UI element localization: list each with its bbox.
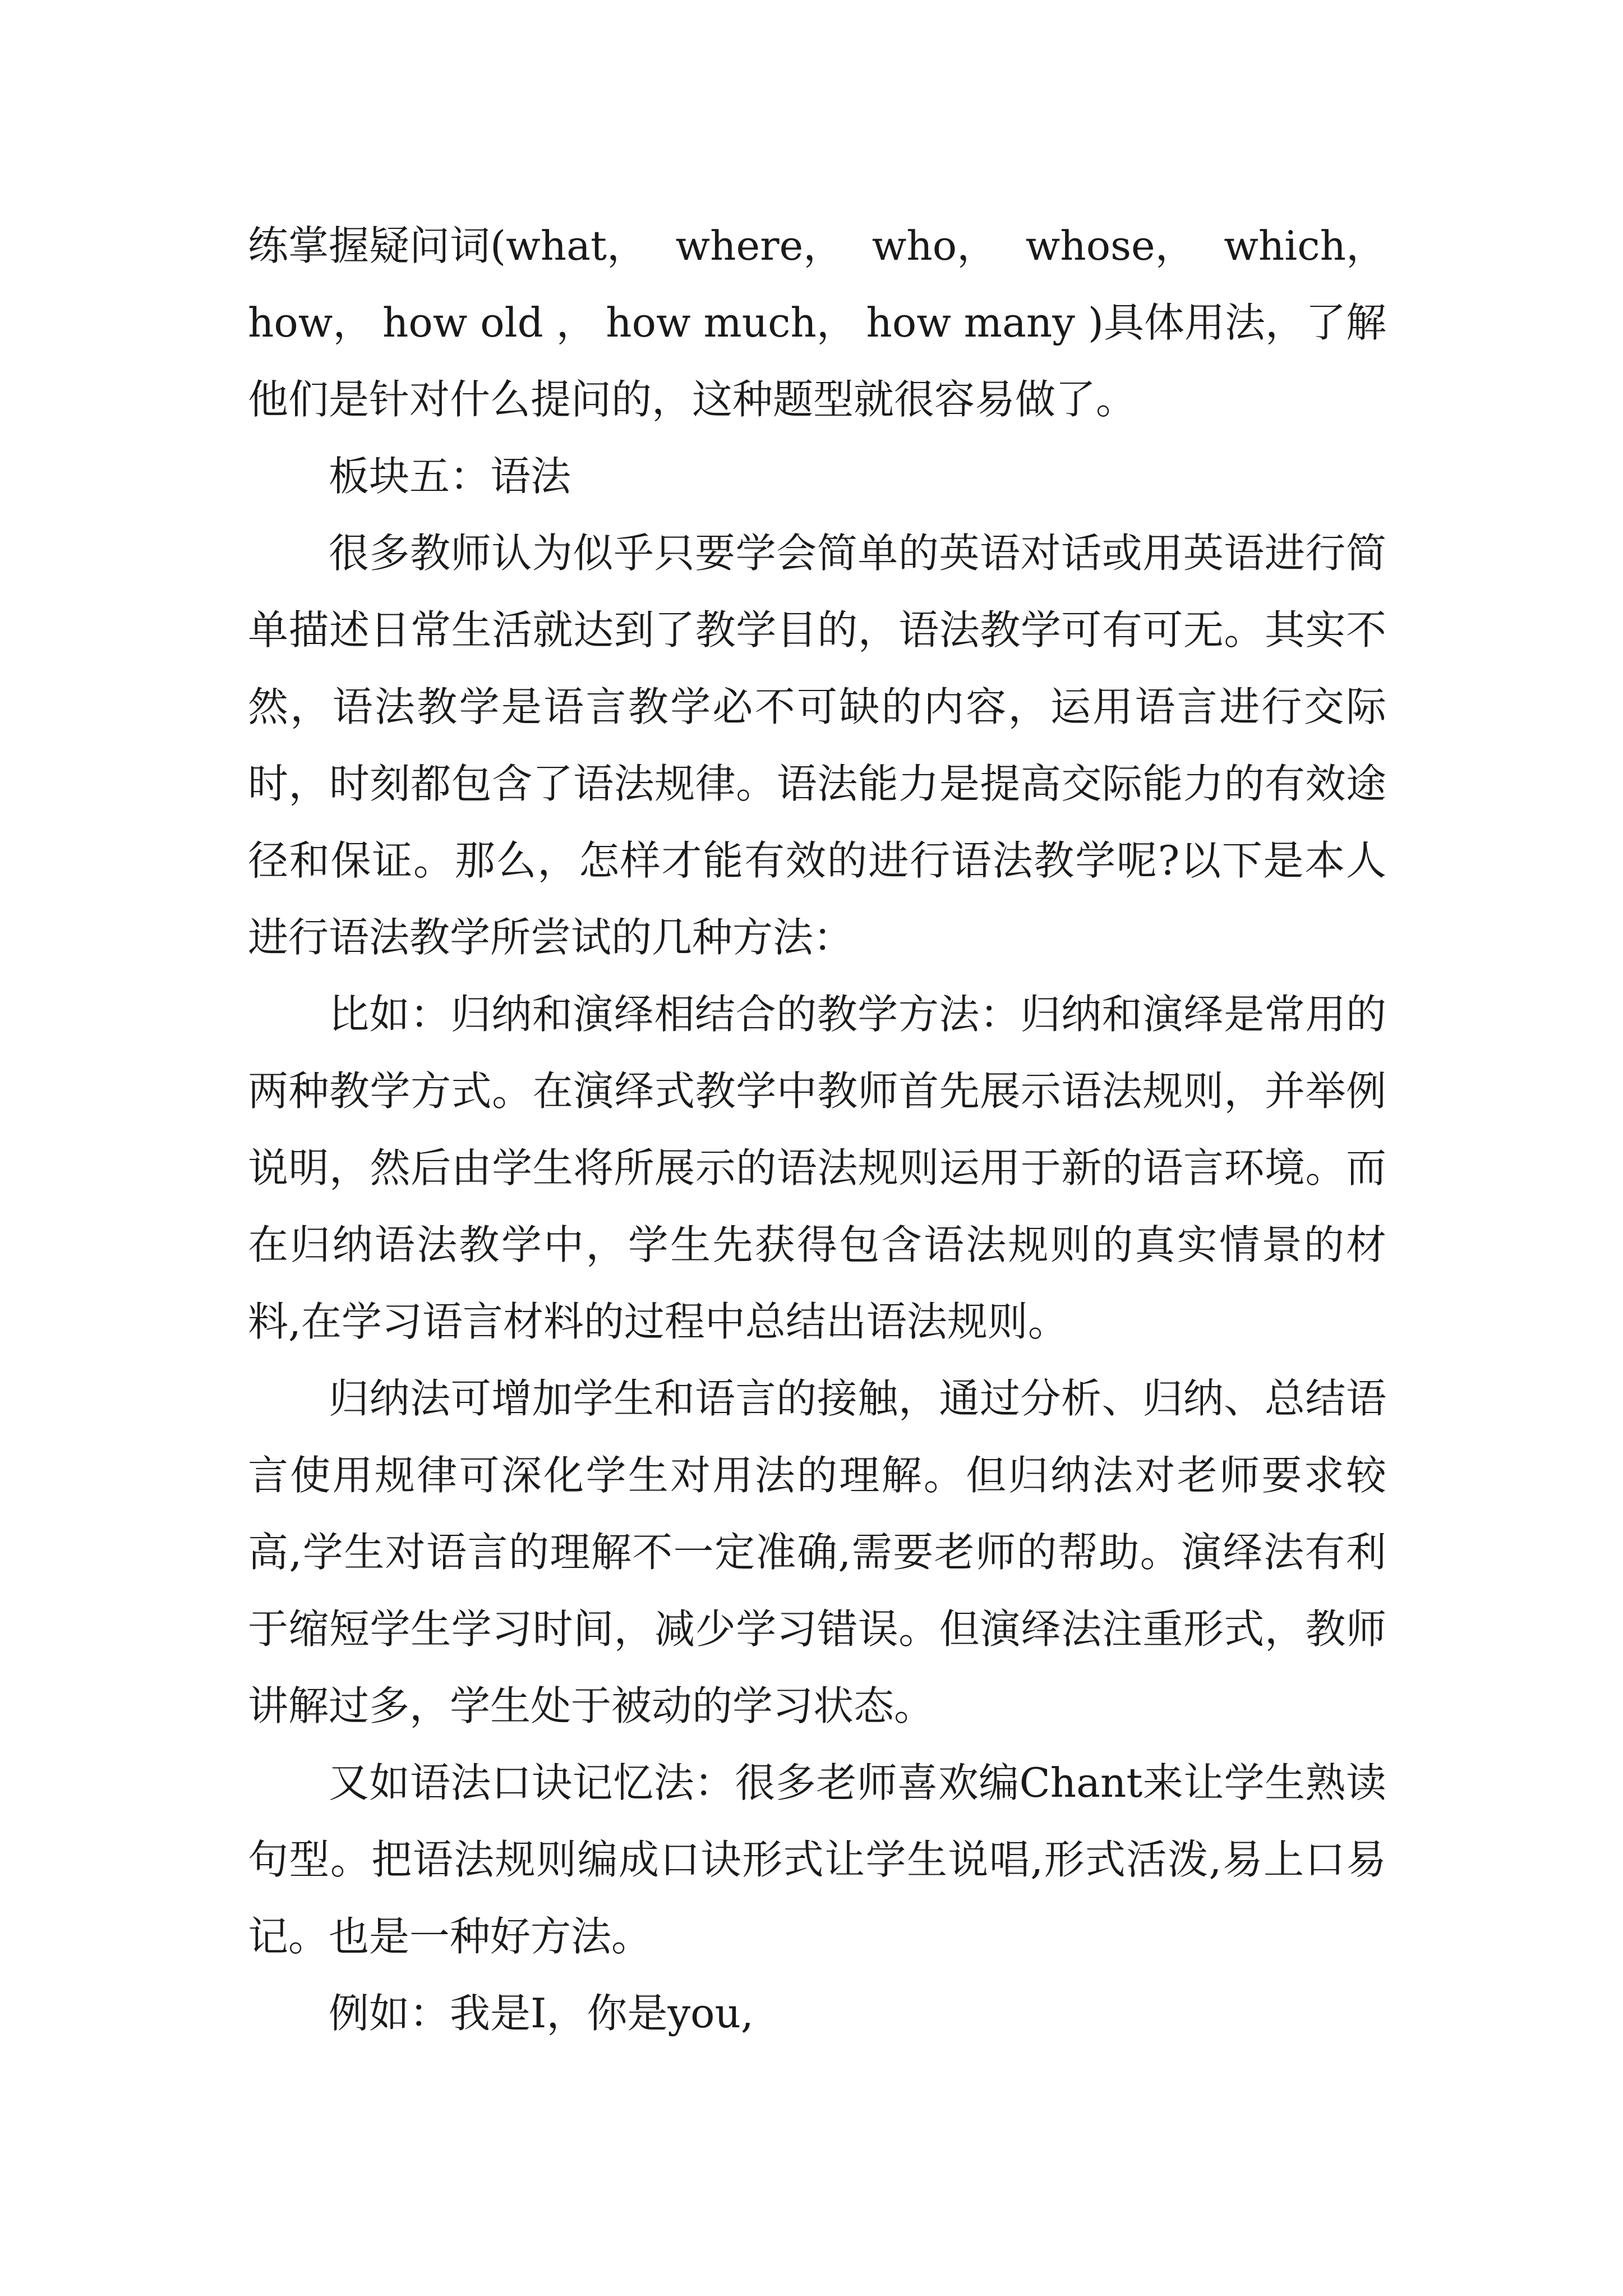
text-segment: how many )具体用法，了解 — [866, 299, 1386, 346]
question-words-line-1 — [248, 208, 1386, 284]
text-segment: how old ， — [382, 299, 597, 346]
text-segment: whose， — [1025, 222, 1196, 269]
text-segment: who， — [872, 222, 998, 269]
text-segment: how much， — [606, 299, 857, 346]
section-heading: 板块五：语法 — [329, 453, 571, 500]
paragraph-continuation: 他们是针对什么提问的，这种题型就很容易做了。 — [248, 376, 1137, 423]
text-segment: how， — [248, 299, 374, 346]
paragraph: 例如：我是I，你是you, — [329, 1990, 754, 2037]
text-segment: 练掌握疑问词(what， — [248, 222, 647, 269]
text-segment: which， — [1224, 222, 1386, 269]
paragraph: 很多教师认为似乎只要学会简单的英语对话或用英语进行简单描述日常生活就达到了教学目的，语法教学可有可无。其实不然，语法教学是语言教学必不可缺的内容，运用语言进行交际时，时刻都包含了语法规律。语法能力是提高交际能力的有效途径和保证。那么，怎样才能有效的进行语法教学呢?以下是本人进行语法教学所尝试的几种方法： — [248, 530, 1386, 961]
paragraph: 归纳法可增加学生和语言的接触，通过分析、归纳、总结语言使用规律可深化学生对用法的理解。但归纳法对老师要求较高,学生对语言的理解不一定准确,需要老师的帮助。演绎法有利于缩短学生学习时间，减少学习错误。但演绎法注重形式，教师讲解过多，学生处于被动的学习状态。 — [248, 1375, 1386, 1729]
text-segment: where， — [675, 222, 844, 269]
paragraph: 比如：归纳和演绎相结合的教学方法：归纳和演绎是常用的两种教学方式。在演绎式教学中教师首先展示语法规则，并举例说明，然后由学生将所展示的语法规则运用于新的语言环境。而在归纳语法教学中，学生先获得包含语法规则的真实情景的材料,在学习语言材料的过程中总结出语法规则。 — [248, 991, 1386, 1345]
question-words-line-2 — [248, 284, 1386, 361]
document-body — [248, 208, 1386, 2052]
paragraph: 又如语法口诀记忆法：很多老师喜欢编Chant来让学生熟读句型。把语法规则编成口诀形式让学生说唱,形式活泼,易上口易记。也是一种好方法。 — [248, 1759, 1386, 1960]
